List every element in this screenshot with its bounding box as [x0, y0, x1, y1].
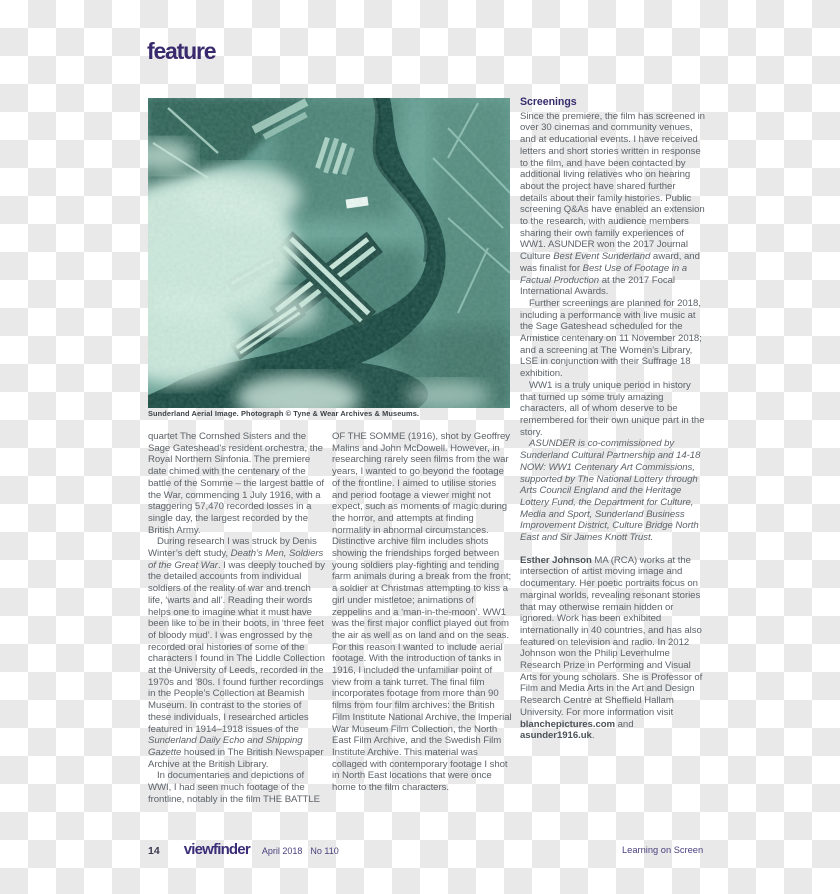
screenings-heading: Screenings [520, 96, 577, 108]
page-number: 14 [148, 845, 160, 857]
paragraph: Further screenings are planned for 2018, including a performance with live music at the Sage Gateshead scheduled for the Armistice centenary on 11 November 2018; and a screening at The Women’s Library, LSE in conjunction with their Suffrage 18 exhibition. [520, 297, 702, 380]
aerial-photo-graphic [148, 98, 510, 408]
photo-caption: Sunderland Aerial Image. Photograph © Tyne & Wear Archives & Museums. [148, 409, 420, 418]
paragraph: quartet The Cornshed Sisters and the Sage Gateshead’s resident orchestra, the Royal Northern Sinfonia. The premiere date chimed with the centenary of the battle of the Somme – the largest battle of the War, commencing 1 July 1916, with a staggering 57,470 recorded losses in a single day, the largest recorded by the British Army. [148, 431, 324, 536]
aerial-photo [148, 98, 510, 408]
paragraph: ASUNDER is co-commissioned by Sunderland Cultural Partnership and 14-18 NOW: WW1 Centenary Art Commissions, supported by The National Lottery through Arts Council England and the Heritage Lottery Fund, the Department for Culture, Media and Sport, Sunderland Business Improvement District, Culture Bridge North East and Sir James Knott Trust. [520, 438, 701, 544]
paragraph: WW1 is a truly unique period in history that turned up some truly amazing characters, all of whom deserve to be remembered for their own unique part in the story. [520, 379, 705, 438]
article-column-3 [520, 97, 705, 742]
paragraph: OF THE SOMME (1916), shot by Geoffrey Malins and John McDowell. However, in researching rarely seen films from the war years, I wanted to go beyond the footage of the frontline. I aimed to utilise stories and period footage a viewer might not expect, such as moments of magic during the horror, and attempts at finding normality in abnormal circumstances. Distinctive archive film includes shots showing the friendships forged between young soldiers play-fighting and tending farm animals during a break from the front; a soldier at Christmas attempting to kiss a girl under mistletoe; animations of zeppelins and a ‘man-in-the-moon’. WW1 was the first major conflict played out from the air as well as on land and on the seas. For this reason I wanted to include aerial footage. With the introduction of tanks in 1916, I included the unfamiliar point of view from a tank turret. The final film incorporates footage from more than 90 films from four film archives: the British Film Institute National Archive, the Imperial War Museum Film Collection, the North East Film Archive, and the Swedish Film Institute Archive. This material was collaged with contemporary footage I shot in North East locations that were once home to the film characters. [332, 431, 512, 794]
publisher-name: Learning on Screen [622, 845, 704, 855]
section-label: feature [147, 38, 216, 64]
article-column-2 [332, 431, 513, 794]
issue-date: April 2018 [261, 846, 303, 856]
article-column-3-body [520, 111, 705, 742]
paragraph: During research I was struck by Denis Winter’s deft study, Death’s Men, Soldiers of the Great War. I was deeply touched by the detailed accounts from individual soldiers of the reality of war and trench life, ‘warts and all’. Reading their words helps one to imagine what it must have been like to be in their boots, in ‘three feet of bloody mud’. I was engrossed by the recorded oral histories of some of the characters I found in The Liddle Collection at the University of Leeds, recorded in the 1970s and ’80s. I found further recordings in the People’s Collection at Beamish Museum. In contrast to the stories of these individuals, I researched articles featured in 1914–1918 issues of the Sunderland Daily Echo and Shipping Gazette housed in The British Newspaper Archive at the British Library. [148, 536, 325, 770]
article-column-1 [148, 431, 327, 806]
paragraph: Since the premiere, the film has screened in over 30 cinemas and community venues, and at educational events. I have received letters and short stories written in response to the film, and have been contacted by additional living relatives who on hearing about the project have shared further details about their family histories. Public screening Q&As have enabled an extension to the research, with audience members sharing their own family experiences of WW1. ASUNDER won the 2017 Journal Culture Best Event Sunderland award, and was finalist for Best Use of Footage in a Factual Production at the 2017 Focal International Awards. [520, 110, 705, 298]
photo-grain [148, 98, 510, 408]
paragraph: Esther Johnson MA (RCA) works at the intersection of artist moving image and documentary. Her poetic portraits focus on marginal worlds, revealing resonant stories that may otherwise remain hidden or ignored. Work has been exhibited internationally in 40 countries, and has also featured on television and radio. In 2012 Johnson won the Philip Leverhulme Research Prize in Performing and Visual Arts for young scholars. She is Professor of Film and Media Arts in the Art and Design Research Centre at Sheffield Hallam University. For more information visit blanchepictures.com and asunder1916.uk. [520, 554, 703, 742]
footer-left [148, 841, 339, 858]
issue-number: No 110 [310, 846, 339, 856]
paragraph: In documentaries and depictions of WWI, I had seen much footage of the frontline, notably in the film THE BATTLE [148, 770, 320, 805]
viewfinder-logo: viewfinder [183, 841, 250, 858]
